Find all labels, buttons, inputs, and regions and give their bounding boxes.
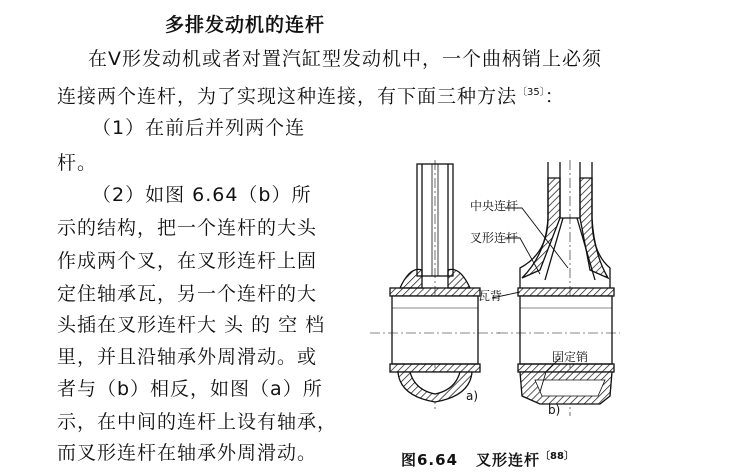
caption-reference: 〔88〕 <box>540 451 574 462</box>
method2-line-1: （2）如图 6.64（b）所 <box>92 184 312 206</box>
method1-line-1: （1）在前后并列两个连 <box>92 117 306 139</box>
label-fork-rod: 叉形连杆 <box>470 231 519 245</box>
intro-line-2 <box>57 81 565 108</box>
intro-reference: 〔35〕 <box>517 87 545 98</box>
figure-caption <box>401 447 574 470</box>
label-sub-b: b) <box>548 403 561 417</box>
intro-line-2-text: 连接两个连杆，为了实现这种连接，有下面三种方法 <box>57 85 518 108</box>
label-sub-a: a) <box>466 389 479 403</box>
intro-line-1: 在V形发动机或者对置汽缸型发动机中，一个曲柄销上必须 <box>88 48 602 70</box>
label-center-rod: 中央连杆 <box>470 199 519 213</box>
figure-a-drawing <box>370 160 503 410</box>
label-locating-pin: 固定销 <box>552 350 589 364</box>
caption-text: 叉形连杆 <box>476 451 541 469</box>
method1-line-2: 杆。 <box>57 152 98 174</box>
method2-line-8: 示，在中间的连杆上设有轴承， <box>57 411 338 433</box>
method2-line-3: 作成两个叉，在叉形连杆上固 <box>57 250 318 272</box>
caption-number: 图6.64 <box>401 451 459 469</box>
method2-line-2: 示的结构，把一个连杆的大头 <box>57 217 318 239</box>
method2-line-6: 里，并且沿轴承外周滑动。或 <box>57 346 318 368</box>
intro-line-2-end: ： <box>544 85 565 108</box>
method2-line-5: 头插在叉形连杆大 头 的 空 档 <box>57 314 326 336</box>
method2-line-4: 定住轴承瓦，另一个连杆的大 <box>57 283 318 305</box>
method2-line-9: 而叉形连杆在轴承外周滑动。 <box>57 442 318 464</box>
section-title: 多排发动机的连杆 <box>165 14 326 36</box>
label-bearing-shell: 瓦背 <box>478 289 503 303</box>
method2-line-7: 者与（b）相反，如图（a）所 <box>57 378 323 400</box>
fork-connecting-rod-figure <box>370 158 620 420</box>
